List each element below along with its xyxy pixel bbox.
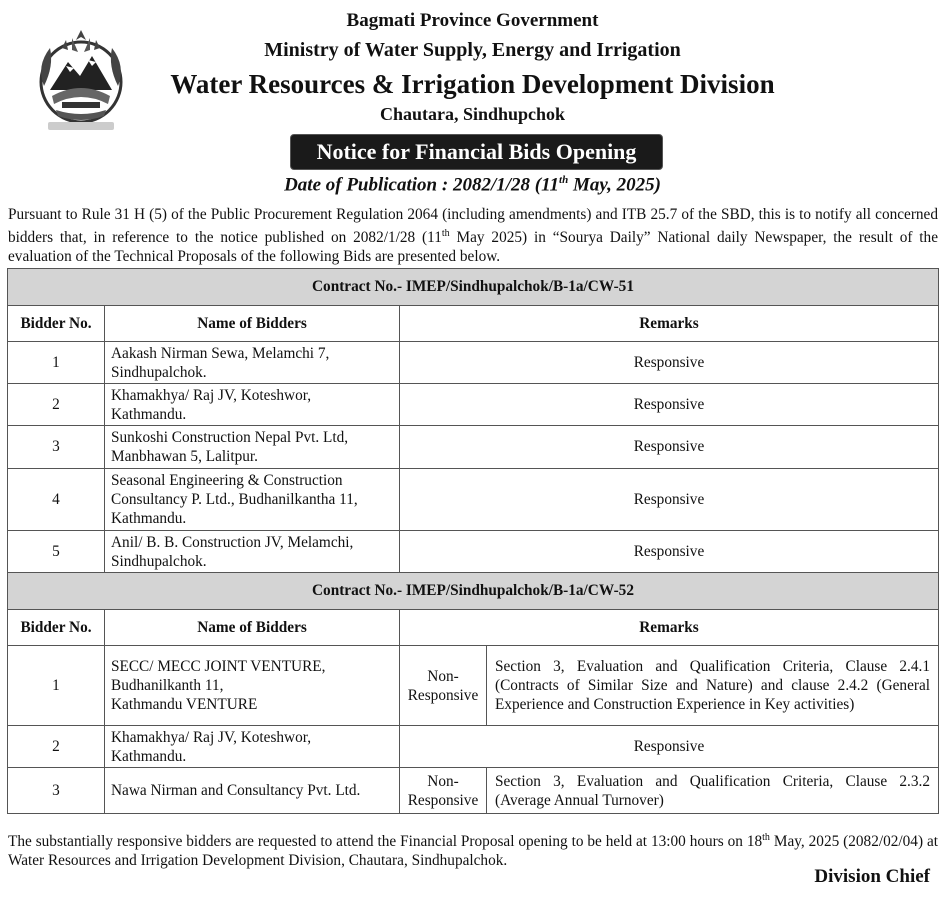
- outro-paragraph: [8, 828, 938, 870]
- province-government-heading: Bagmati Province Government: [346, 10, 599, 31]
- ministry-heading: Ministry of Water Supply, Energy and Irrigation: [264, 39, 681, 61]
- outro-sup: th: [762, 832, 770, 843]
- remark: Responsive: [400, 531, 939, 573]
- column-header-row: [8, 610, 939, 646]
- location-heading: Chautara, Sindhupchok: [379, 104, 566, 124]
- bidder-name-line: Khamakhya/ Raj JV, Koteshwor,: [111, 386, 312, 404]
- bidder-no: 2: [8, 384, 105, 426]
- col-name: Name of Bidders: [105, 306, 400, 342]
- bidder-name: [105, 768, 400, 814]
- bidder-name-line: Sindhupalchok.: [111, 552, 207, 570]
- bidder-no: 4: [8, 469, 105, 531]
- bidder-no: 5: [8, 531, 105, 573]
- table-row: [8, 384, 939, 426]
- remark: Responsive: [400, 726, 939, 768]
- table-row: [8, 426, 939, 469]
- bidder-name-line: Aakash Nirman Sewa, Melamchi 7,: [111, 344, 330, 362]
- bidder-name-line: Anil/ B. B. Construction JV, Melamchi,: [111, 533, 354, 551]
- bidder-name: [105, 469, 400, 531]
- bidder-no: 1: [8, 342, 105, 384]
- outro-text-end: May, 2025 (2082/02/04) at Water Resources and Irrigation Development Division, Chautara, Sindhupalchok.: [8, 833, 938, 870]
- contract-row: [8, 573, 939, 610]
- remark-status: Non-Responsive: [400, 646, 487, 726]
- bidder-name-line: Nawa Nirman and Consultancy Pvt. Ltd.: [111, 782, 361, 799]
- bidder-name: [105, 646, 400, 726]
- contract-row: [8, 269, 939, 306]
- bidder-name: [105, 531, 400, 573]
- bidder-name-line: Budhanilkanth 11,: [111, 677, 224, 694]
- remark-status: Non-Responsive: [400, 768, 487, 814]
- col-bidder-no: Bidder No.: [8, 306, 105, 342]
- bidder-name: [105, 426, 400, 469]
- remark: Responsive: [400, 426, 939, 469]
- bidder-name: [105, 726, 400, 768]
- division-heading: Water Resources & Irrigation Development Division: [170, 69, 775, 99]
- bidder-no: 2: [8, 726, 105, 768]
- table-row: [8, 342, 939, 384]
- bidder-name-line: Sindhupalchok.: [111, 363, 207, 381]
- bids-table: [7, 268, 939, 814]
- remark: Responsive: [400, 469, 939, 531]
- remark-detail: Section 3, Evaluation and Qualification Criteria, Clause 2.3.2 (Average Annual Turnover): [487, 768, 939, 814]
- table-row: [8, 726, 939, 768]
- bidder-name-line: Kathmandu.: [111, 510, 187, 527]
- bidder-name-line: Consultancy P. Ltd., Budhanilkantha 11,: [111, 491, 358, 508]
- col-bidder-no: Bidder No.: [8, 610, 105, 646]
- publication-date-text: Date of Publication : 2082/1/28 (11: [284, 174, 560, 196]
- intro-paragraph: [8, 205, 938, 266]
- bidder-no: 3: [8, 768, 105, 814]
- table-row: [8, 469, 939, 531]
- table-row: [8, 646, 939, 726]
- table-row: [8, 531, 939, 573]
- bidder-name-line: Kathmandu VENTURE: [111, 696, 258, 713]
- intro-sup: th: [441, 228, 450, 239]
- bidder-name-line: Kathmandu.: [111, 747, 187, 765]
- bidder-name-line: SECC/ MECC JOINT VENTURE,: [111, 658, 326, 675]
- remark-detail: Section 3, Evaluation and Qualification Criteria, Clause 2.4.1 (Contracts of Similar Size and Nature) and clause 2.4.2 (General Experience and Construction Experience in Key activities): [487, 646, 939, 726]
- outro-text: The substantially responsive bidders are requested to attend the Financial Proposal opening to be held at 13:00 hours on 18: [8, 833, 763, 851]
- remark: Responsive: [400, 384, 939, 426]
- bidder-no: 3: [8, 426, 105, 469]
- col-remarks: Remarks: [400, 610, 939, 646]
- signature: Division Chief: [814, 866, 930, 887]
- intro-text-end: May 2025) in “Sourya Daily” National daily Newspaper, the result of the evaluation of the Technical Proposals of the following Bids are presented below.: [8, 229, 938, 266]
- table-row: [8, 768, 939, 814]
- notice-title: Notice for Financial Bids Opening: [290, 134, 663, 170]
- bidder-name-line: Sunkoshi Construction Nepal Pvt. Ltd,: [111, 429, 349, 446]
- column-header-row: [8, 306, 939, 342]
- bidder-name-line: Kathmandu.: [111, 405, 187, 423]
- bidder-name-line: Khamakhya/ Raj JV, Koteshwor,: [111, 728, 312, 746]
- publication-date: [0, 174, 945, 196]
- col-remarks: Remarks: [400, 306, 939, 342]
- col-name: Name of Bidders: [105, 610, 400, 646]
- contract-number: Contract No.- IMEP/Sindhupalchok/B-1a/CW-52: [8, 573, 939, 610]
- remark: Responsive: [400, 342, 939, 384]
- bidder-name: [105, 342, 400, 384]
- publication-date-suffix: May, 2025): [568, 174, 661, 196]
- bidder-name-line: Manbhawan 5, Lalitpur.: [111, 448, 258, 465]
- intro-text: Pursuant to Rule 31 H (5) of the Public Procurement Regulation 2064 (including amendments) and ITB 25.7 of the SBD, this is to notify all concerned bidders that, in reference to the notice published on 2082/1/28 (11: [8, 206, 938, 247]
- bidder-name: [105, 384, 400, 426]
- bidder-name-line: Seasonal Engineering & Construction: [111, 472, 343, 489]
- contract-number: Contract No.- IMEP/Sindhupalchok/B-1a/CW-51: [8, 269, 939, 306]
- bidder-no: 1: [8, 646, 105, 726]
- publication-date-sup: th: [559, 174, 569, 186]
